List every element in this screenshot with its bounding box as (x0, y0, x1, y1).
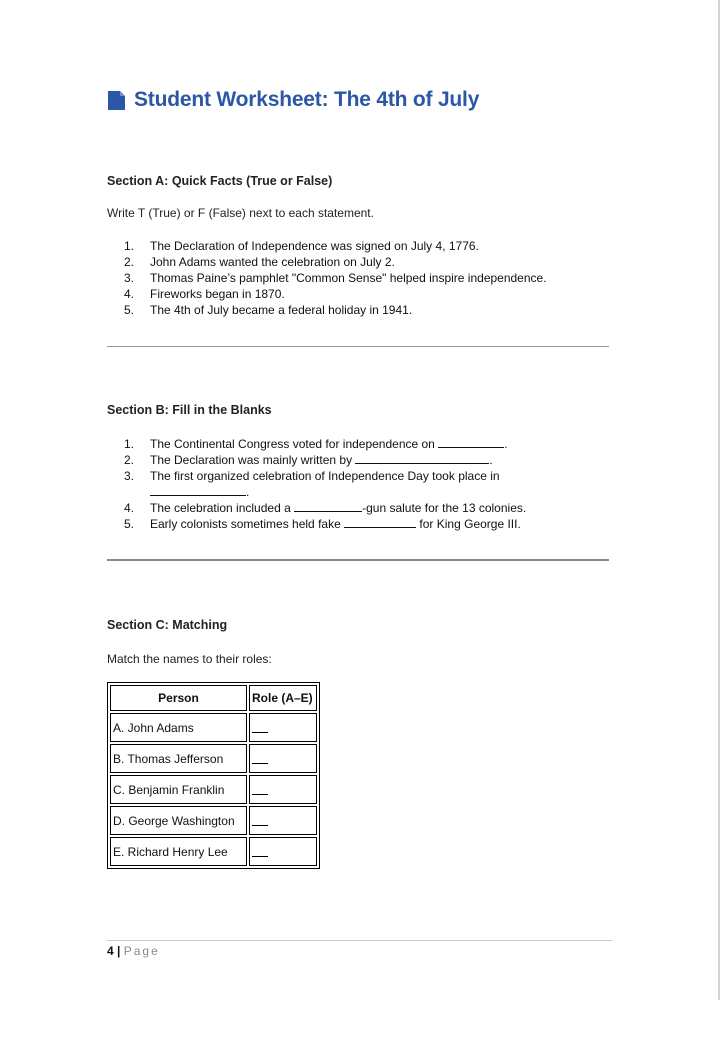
answer-blank[interactable] (150, 484, 246, 496)
list-item: 4. The celebration included a -gun salute for the 13 colonies. (124, 501, 527, 515)
list-item: 3. The first organized celebration of Independence Day took place in . (124, 469, 500, 499)
section-b-list (124, 436, 600, 532)
section-divider (107, 559, 609, 561)
list-item: 1. The Declaration of Independence was signed on July 4, 1776. (124, 239, 479, 253)
answer-blank[interactable] (252, 720, 268, 733)
section-c-heading: Section C: Matching (107, 618, 228, 632)
answer-blank[interactable] (355, 452, 489, 464)
list-item: 1. The Continental Congress voted for independence on . (124, 437, 508, 451)
table-row (110, 775, 317, 804)
section-c-instructions: Match the names to their roles: (107, 652, 272, 666)
page-footer (107, 944, 160, 958)
table-row (110, 713, 317, 742)
list-item: 3. Thomas Paine’s pamphlet "Common Sense" helped inspire independence. (124, 271, 547, 285)
person-cell: B. Thomas Jefferson (110, 744, 247, 773)
role-cell[interactable] (249, 713, 317, 742)
answer-blank[interactable] (252, 844, 268, 857)
list-item: 5. The 4th of July became a federal holiday in 1941. (124, 303, 413, 317)
role-cell[interactable] (249, 775, 317, 804)
column-header-person: Person (110, 685, 247, 711)
page-title (108, 88, 479, 112)
section-a-instructions: Write T (True) or F (False) next to each statement. (107, 206, 374, 220)
table-row (110, 837, 317, 866)
list-item: 4. Fireworks began in 1870. (124, 287, 285, 301)
list-item: 5. Early colonists sometimes held fake for King George III. (124, 517, 521, 531)
footer-divider (107, 940, 612, 941)
column-header-role: Role (A–E) (249, 685, 317, 711)
section-a-list (124, 238, 600, 318)
person-cell: D. George Washington (110, 806, 247, 835)
matching-table (107, 682, 320, 869)
list-item: 2. John Adams wanted the celebration on July 2. (124, 255, 395, 269)
footer-separator: | (113, 944, 124, 958)
answer-blank[interactable] (252, 751, 268, 764)
answer-blank[interactable] (438, 436, 504, 448)
role-cell[interactable] (249, 806, 317, 835)
section-a-heading: Section A: Quick Facts (True or False) (107, 174, 333, 188)
person-cell: C. Benjamin Franklin (110, 775, 247, 804)
person-cell: E. Richard Henry Lee (110, 837, 247, 866)
table-row (110, 806, 317, 835)
page-title-text: Student Worksheet: The 4th of July (134, 88, 480, 111)
answer-blank[interactable] (294, 500, 362, 512)
table-row (110, 744, 317, 773)
person-cell: A. John Adams (110, 713, 247, 742)
answer-blank[interactable] (252, 813, 268, 826)
page-word: Page (123, 944, 160, 958)
answer-blank[interactable] (344, 516, 416, 528)
table-header-row (110, 685, 317, 711)
answer-blank[interactable] (252, 782, 268, 795)
document-icon (108, 91, 125, 110)
page-number: 4 (107, 944, 114, 958)
list-item: 2. The Declaration was mainly written by . (124, 453, 493, 467)
role-cell[interactable] (249, 837, 317, 866)
section-divider (107, 346, 609, 347)
section-b-heading: Section B: Fill in the Blanks (107, 403, 272, 417)
role-cell[interactable] (249, 744, 317, 773)
